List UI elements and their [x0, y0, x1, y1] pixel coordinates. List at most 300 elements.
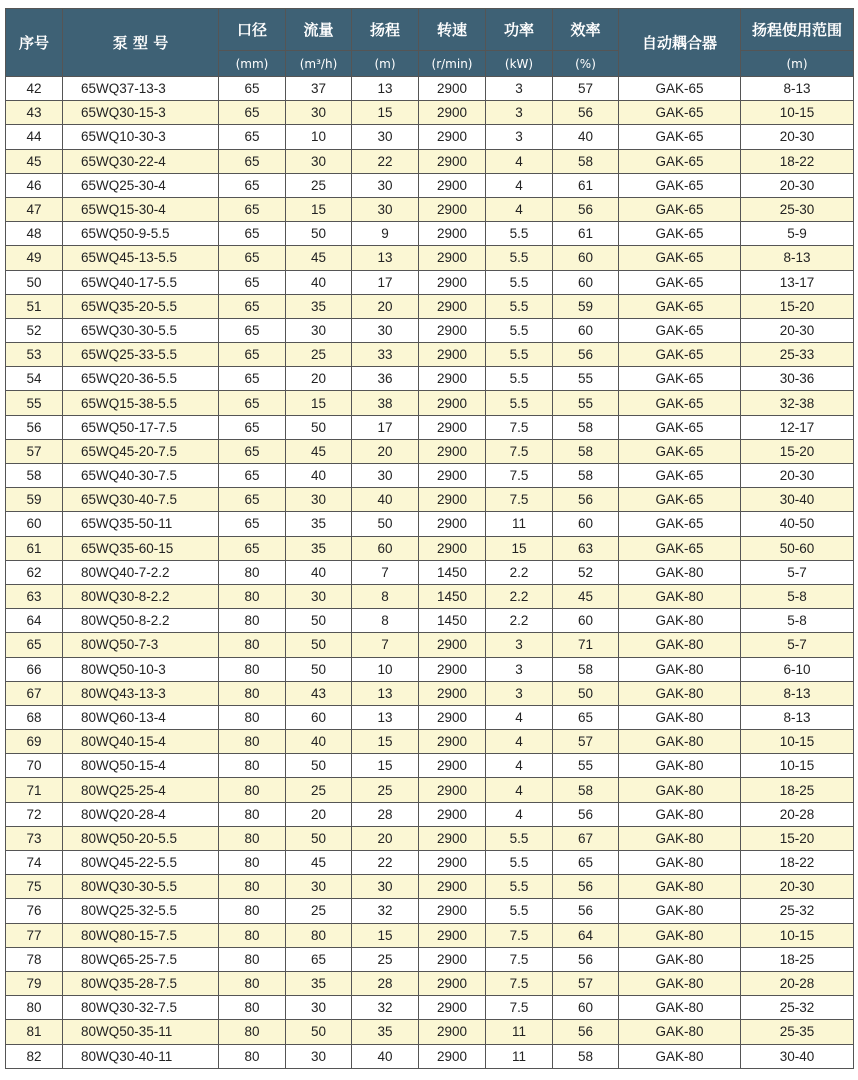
cell-flow: 25 — [286, 778, 352, 802]
cell-flow: 20 — [286, 367, 352, 391]
table-row — [6, 512, 854, 536]
cell-range: 30-40 — [741, 1044, 854, 1068]
cell-head: 25 — [352, 778, 419, 802]
cell-coupler: GAK-80 — [619, 875, 741, 899]
cell-speed: 2900 — [419, 536, 486, 560]
cell-head: 13 — [352, 705, 419, 729]
cell-efficiency: 60 — [553, 318, 619, 342]
cell-power: 4 — [486, 197, 553, 221]
cell-flow: 50 — [286, 222, 352, 246]
cell-head: 32 — [352, 899, 419, 923]
cell-speed: 2900 — [419, 270, 486, 294]
cell-range: 10-15 — [741, 923, 854, 947]
cell-efficiency: 60 — [553, 609, 619, 633]
cell-diameter: 80 — [219, 826, 286, 850]
unit-head: (m) — [352, 51, 419, 77]
cell-speed: 2900 — [419, 923, 486, 947]
cell-speed: 2900 — [419, 754, 486, 778]
cell-diameter: 65 — [219, 488, 286, 512]
cell-coupler: GAK-80 — [619, 778, 741, 802]
cell-no: 56 — [6, 415, 63, 439]
cell-model: 65WQ35-20-5.5 — [63, 294, 219, 318]
cell-model: 80WQ45-22-5.5 — [63, 851, 219, 875]
table-row — [6, 875, 854, 899]
cell-speed: 1450 — [419, 609, 486, 633]
cell-speed: 1450 — [419, 560, 486, 584]
cell-diameter: 65 — [219, 367, 286, 391]
cell-efficiency: 56 — [553, 1020, 619, 1044]
cell-speed: 2900 — [419, 197, 486, 221]
cell-efficiency: 57 — [553, 77, 619, 101]
cell-range: 25-33 — [741, 343, 854, 367]
cell-diameter: 80 — [219, 705, 286, 729]
cell-range: 25-30 — [741, 197, 854, 221]
cell-range: 15-20 — [741, 439, 854, 463]
cell-range: 18-22 — [741, 851, 854, 875]
cell-efficiency: 58 — [553, 1044, 619, 1068]
table-row — [6, 367, 854, 391]
cell-flow: 50 — [286, 609, 352, 633]
cell-diameter: 65 — [219, 270, 286, 294]
cell-power: 3 — [486, 125, 553, 149]
cell-coupler: GAK-65 — [619, 222, 741, 246]
cell-flow: 25 — [286, 899, 352, 923]
cell-speed: 2900 — [419, 173, 486, 197]
cell-diameter: 80 — [219, 778, 286, 802]
cell-coupler: GAK-65 — [619, 125, 741, 149]
cell-diameter: 65 — [219, 415, 286, 439]
cell-diameter: 80 — [219, 1044, 286, 1068]
cell-head: 30 — [352, 197, 419, 221]
cell-model: 80WQ30-30-5.5 — [63, 875, 219, 899]
cell-power: 5.5 — [486, 826, 553, 850]
cell-diameter: 65 — [219, 294, 286, 318]
cell-flow: 43 — [286, 681, 352, 705]
cell-range: 10-15 — [741, 730, 854, 754]
table-row — [6, 996, 854, 1020]
header-speed: 转速 — [419, 9, 486, 51]
cell-coupler: GAK-80 — [619, 1020, 741, 1044]
table-row — [6, 560, 854, 584]
cell-flow: 50 — [286, 633, 352, 657]
cell-flow: 50 — [286, 826, 352, 850]
table-row — [6, 730, 854, 754]
cell-no: 49 — [6, 246, 63, 270]
cell-speed: 2900 — [419, 802, 486, 826]
cell-diameter: 80 — [219, 633, 286, 657]
cell-range: 30-40 — [741, 488, 854, 512]
cell-head: 15 — [352, 923, 419, 947]
cell-no: 53 — [6, 343, 63, 367]
cell-efficiency: 60 — [553, 996, 619, 1020]
table-row — [6, 343, 854, 367]
cell-no: 66 — [6, 657, 63, 681]
cell-flow: 80 — [286, 923, 352, 947]
cell-head: 20 — [352, 294, 419, 318]
cell-no: 72 — [6, 802, 63, 826]
cell-no: 70 — [6, 754, 63, 778]
unit-efficiency: (%) — [553, 51, 619, 77]
cell-diameter: 65 — [219, 536, 286, 560]
cell-no: 43 — [6, 101, 63, 125]
cell-model: 80WQ60-13-4 — [63, 705, 219, 729]
cell-range: 5-8 — [741, 609, 854, 633]
cell-diameter: 80 — [219, 971, 286, 995]
cell-range: 20-28 — [741, 971, 854, 995]
header-efficiency: 效率 — [553, 9, 619, 51]
cell-range: 20-28 — [741, 802, 854, 826]
cell-diameter: 80 — [219, 584, 286, 608]
cell-coupler: GAK-65 — [619, 464, 741, 488]
cell-head: 13 — [352, 246, 419, 270]
cell-speed: 2900 — [419, 391, 486, 415]
cell-power: 5.5 — [486, 899, 553, 923]
cell-no: 60 — [6, 512, 63, 536]
table-row — [6, 77, 854, 101]
cell-power: 4 — [486, 754, 553, 778]
cell-speed: 2900 — [419, 875, 486, 899]
cell-efficiency: 56 — [553, 197, 619, 221]
cell-efficiency: 56 — [553, 488, 619, 512]
cell-coupler: GAK-80 — [619, 705, 741, 729]
cell-diameter: 80 — [219, 657, 286, 681]
cell-coupler: GAK-65 — [619, 270, 741, 294]
cell-flow: 15 — [286, 391, 352, 415]
cell-speed: 2900 — [419, 439, 486, 463]
cell-speed: 2900 — [419, 633, 486, 657]
cell-range: 8-13 — [741, 246, 854, 270]
table-row — [6, 391, 854, 415]
table-row — [6, 633, 854, 657]
cell-range: 30-36 — [741, 367, 854, 391]
table-row — [6, 318, 854, 342]
cell-speed: 2900 — [419, 1020, 486, 1044]
cell-model: 65WQ15-30-4 — [63, 197, 219, 221]
cell-head: 17 — [352, 270, 419, 294]
cell-no: 79 — [6, 971, 63, 995]
cell-head: 20 — [352, 826, 419, 850]
cell-range: 32-38 — [741, 391, 854, 415]
cell-coupler: GAK-65 — [619, 173, 741, 197]
cell-no: 54 — [6, 367, 63, 391]
cell-range: 15-20 — [741, 826, 854, 850]
cell-efficiency: 56 — [553, 802, 619, 826]
cell-no: 77 — [6, 923, 63, 947]
cell-power: 11 — [486, 1044, 553, 1068]
cell-head: 30 — [352, 875, 419, 899]
cell-no: 44 — [6, 125, 63, 149]
cell-power: 7.5 — [486, 947, 553, 971]
cell-no: 59 — [6, 488, 63, 512]
cell-power: 7.5 — [486, 923, 553, 947]
header-head: 扬程 — [352, 9, 419, 51]
cell-head: 50 — [352, 512, 419, 536]
cell-efficiency: 58 — [553, 778, 619, 802]
cell-speed: 2900 — [419, 730, 486, 754]
cell-speed: 2900 — [419, 246, 486, 270]
cell-speed: 2900 — [419, 125, 486, 149]
cell-coupler: GAK-80 — [619, 609, 741, 633]
cell-model: 65WQ35-50-11 — [63, 512, 219, 536]
cell-power: 3 — [486, 657, 553, 681]
table-row — [6, 197, 854, 221]
cell-diameter: 65 — [219, 246, 286, 270]
table-body — [6, 77, 854, 1069]
table-row — [6, 294, 854, 318]
cell-range: 5-8 — [741, 584, 854, 608]
cell-range: 8-13 — [741, 705, 854, 729]
cell-coupler: GAK-65 — [619, 512, 741, 536]
cell-speed: 2900 — [419, 101, 486, 125]
table-row — [6, 705, 854, 729]
cell-range: 18-22 — [741, 149, 854, 173]
cell-coupler: GAK-80 — [619, 851, 741, 875]
cell-flow: 40 — [286, 730, 352, 754]
cell-coupler: GAK-80 — [619, 657, 741, 681]
cell-flow: 50 — [286, 415, 352, 439]
table-row — [6, 222, 854, 246]
cell-efficiency: 58 — [553, 415, 619, 439]
cell-model: 65WQ25-30-4 — [63, 173, 219, 197]
cell-coupler: GAK-65 — [619, 246, 741, 270]
cell-flow: 60 — [286, 705, 352, 729]
cell-coupler: GAK-65 — [619, 391, 741, 415]
cell-diameter: 65 — [219, 101, 286, 125]
cell-flow: 30 — [286, 101, 352, 125]
cell-coupler: GAK-80 — [619, 802, 741, 826]
cell-no: 80 — [6, 996, 63, 1020]
cell-no: 76 — [6, 899, 63, 923]
cell-no: 82 — [6, 1044, 63, 1068]
cell-flow: 50 — [286, 1020, 352, 1044]
cell-range: 15-20 — [741, 294, 854, 318]
cell-no: 78 — [6, 947, 63, 971]
cell-range: 12-17 — [741, 415, 854, 439]
cell-no: 48 — [6, 222, 63, 246]
cell-no: 75 — [6, 875, 63, 899]
cell-model: 65WQ40-17-5.5 — [63, 270, 219, 294]
cell-diameter: 80 — [219, 947, 286, 971]
cell-head: 30 — [352, 318, 419, 342]
cell-head: 35 — [352, 1020, 419, 1044]
cell-head: 20 — [352, 439, 419, 463]
cell-efficiency: 65 — [553, 705, 619, 729]
cell-model: 80WQ50-20-5.5 — [63, 826, 219, 850]
cell-model: 80WQ40-15-4 — [63, 730, 219, 754]
cell-model: 65WQ30-30-5.5 — [63, 318, 219, 342]
table-row — [6, 899, 854, 923]
unit-flow: (m³/h) — [286, 51, 352, 77]
cell-no: 65 — [6, 633, 63, 657]
cell-head: 38 — [352, 391, 419, 415]
header-coupler: 自动耦合器 — [619, 9, 741, 77]
cell-no: 55 — [6, 391, 63, 415]
cell-model: 80WQ65-25-7.5 — [63, 947, 219, 971]
cell-no: 50 — [6, 270, 63, 294]
cell-power: 3 — [486, 101, 553, 125]
cell-speed: 2900 — [419, 222, 486, 246]
cell-diameter: 80 — [219, 899, 286, 923]
cell-coupler: GAK-80 — [619, 633, 741, 657]
cell-efficiency: 60 — [553, 246, 619, 270]
cell-model: 65WQ40-30-7.5 — [63, 464, 219, 488]
cell-power: 5.5 — [486, 875, 553, 899]
table-row — [6, 415, 854, 439]
cell-efficiency: 71 — [553, 633, 619, 657]
table-row — [6, 488, 854, 512]
table-row — [6, 778, 854, 802]
cell-model: 80WQ30-40-11 — [63, 1044, 219, 1068]
cell-head: 17 — [352, 415, 419, 439]
cell-diameter: 80 — [219, 802, 286, 826]
cell-diameter: 65 — [219, 173, 286, 197]
cell-diameter: 65 — [219, 439, 286, 463]
cell-head: 30 — [352, 173, 419, 197]
cell-efficiency: 45 — [553, 584, 619, 608]
cell-diameter: 80 — [219, 754, 286, 778]
cell-coupler: GAK-80 — [619, 730, 741, 754]
cell-speed: 2900 — [419, 294, 486, 318]
cell-power: 7.5 — [486, 415, 553, 439]
cell-power: 4 — [486, 778, 553, 802]
cell-flow: 25 — [286, 173, 352, 197]
cell-efficiency: 58 — [553, 464, 619, 488]
cell-speed: 2900 — [419, 851, 486, 875]
cell-range: 10-15 — [741, 101, 854, 125]
cell-model: 65WQ35-60-15 — [63, 536, 219, 560]
cell-speed: 2900 — [419, 705, 486, 729]
cell-efficiency: 57 — [553, 971, 619, 995]
cell-diameter: 80 — [219, 875, 286, 899]
cell-model: 65WQ15-38-5.5 — [63, 391, 219, 415]
unit-power: (kW) — [486, 51, 553, 77]
cell-speed: 2900 — [419, 899, 486, 923]
cell-range: 20-30 — [741, 173, 854, 197]
cell-head: 22 — [352, 149, 419, 173]
table-row — [6, 971, 854, 995]
cell-power: 2.2 — [486, 560, 553, 584]
cell-speed: 2900 — [419, 318, 486, 342]
cell-model: 65WQ30-40-7.5 — [63, 488, 219, 512]
cell-range: 5-7 — [741, 633, 854, 657]
cell-flow: 15 — [286, 197, 352, 221]
cell-head: 8 — [352, 609, 419, 633]
cell-flow: 30 — [286, 996, 352, 1020]
cell-efficiency: 57 — [553, 730, 619, 754]
table-row — [6, 802, 854, 826]
cell-speed: 2900 — [419, 464, 486, 488]
cell-no: 67 — [6, 681, 63, 705]
table-row — [6, 657, 854, 681]
header-power: 功率 — [486, 9, 553, 51]
cell-model: 65WQ30-15-3 — [63, 101, 219, 125]
cell-efficiency: 65 — [553, 851, 619, 875]
cell-no: 42 — [6, 77, 63, 101]
cell-no: 74 — [6, 851, 63, 875]
cell-power: 3 — [486, 77, 553, 101]
cell-power: 5.5 — [486, 222, 553, 246]
cell-head: 28 — [352, 971, 419, 995]
cell-power: 2.2 — [486, 609, 553, 633]
cell-head: 13 — [352, 681, 419, 705]
cell-head: 7 — [352, 633, 419, 657]
cell-flow: 45 — [286, 851, 352, 875]
cell-no: 64 — [6, 609, 63, 633]
table-row — [6, 1020, 854, 1044]
cell-model: 65WQ50-9-5.5 — [63, 222, 219, 246]
cell-speed: 2900 — [419, 343, 486, 367]
cell-head: 60 — [352, 536, 419, 560]
cell-efficiency: 56 — [553, 875, 619, 899]
cell-efficiency: 55 — [553, 367, 619, 391]
cell-diameter: 65 — [219, 512, 286, 536]
cell-flow: 30 — [286, 318, 352, 342]
cell-model: 80WQ50-10-3 — [63, 657, 219, 681]
cell-efficiency: 64 — [553, 923, 619, 947]
table-row — [6, 536, 854, 560]
cell-diameter: 65 — [219, 77, 286, 101]
cell-power: 5.5 — [486, 270, 553, 294]
cell-flow: 65 — [286, 947, 352, 971]
cell-power: 5.5 — [486, 246, 553, 270]
cell-coupler: GAK-80 — [619, 1044, 741, 1068]
cell-speed: 2900 — [419, 657, 486, 681]
cell-diameter: 80 — [219, 1020, 286, 1044]
cell-model: 80WQ50-7-3 — [63, 633, 219, 657]
cell-coupler: GAK-80 — [619, 584, 741, 608]
cell-power: 3 — [486, 633, 553, 657]
cell-power: 4 — [486, 149, 553, 173]
cell-efficiency: 60 — [553, 270, 619, 294]
cell-flow: 37 — [286, 77, 352, 101]
cell-diameter: 80 — [219, 923, 286, 947]
cell-speed: 1450 — [419, 584, 486, 608]
cell-model: 80WQ35-28-7.5 — [63, 971, 219, 995]
header-no: 序号 — [6, 9, 63, 77]
cell-flow: 50 — [286, 754, 352, 778]
unit-diameter: (mm) — [219, 51, 286, 77]
cell-flow: 50 — [286, 657, 352, 681]
cell-efficiency: 55 — [553, 754, 619, 778]
cell-range: 18-25 — [741, 778, 854, 802]
unit-speed: (r/min) — [419, 51, 486, 77]
table-row — [6, 101, 854, 125]
cell-speed: 2900 — [419, 971, 486, 995]
cell-efficiency: 58 — [553, 439, 619, 463]
cell-power: 5.5 — [486, 367, 553, 391]
cell-head: 32 — [352, 996, 419, 1020]
table-row — [6, 851, 854, 875]
cell-no: 71 — [6, 778, 63, 802]
table-row — [6, 947, 854, 971]
cell-no: 47 — [6, 197, 63, 221]
unit-range: (m) — [741, 51, 854, 77]
cell-diameter: 65 — [219, 125, 286, 149]
cell-power: 4 — [486, 730, 553, 754]
table-row — [6, 923, 854, 947]
cell-model: 65WQ45-20-7.5 — [63, 439, 219, 463]
cell-model: 80WQ25-25-4 — [63, 778, 219, 802]
cell-coupler: GAK-80 — [619, 826, 741, 850]
cell-efficiency: 50 — [553, 681, 619, 705]
table-row — [6, 439, 854, 463]
cell-model: 65WQ10-30-3 — [63, 125, 219, 149]
cell-model: 80WQ40-7-2.2 — [63, 560, 219, 584]
cell-model: 65WQ30-22-4 — [63, 149, 219, 173]
header-flow: 流量 — [286, 9, 352, 51]
table-header — [6, 9, 854, 77]
cell-coupler: GAK-80 — [619, 681, 741, 705]
